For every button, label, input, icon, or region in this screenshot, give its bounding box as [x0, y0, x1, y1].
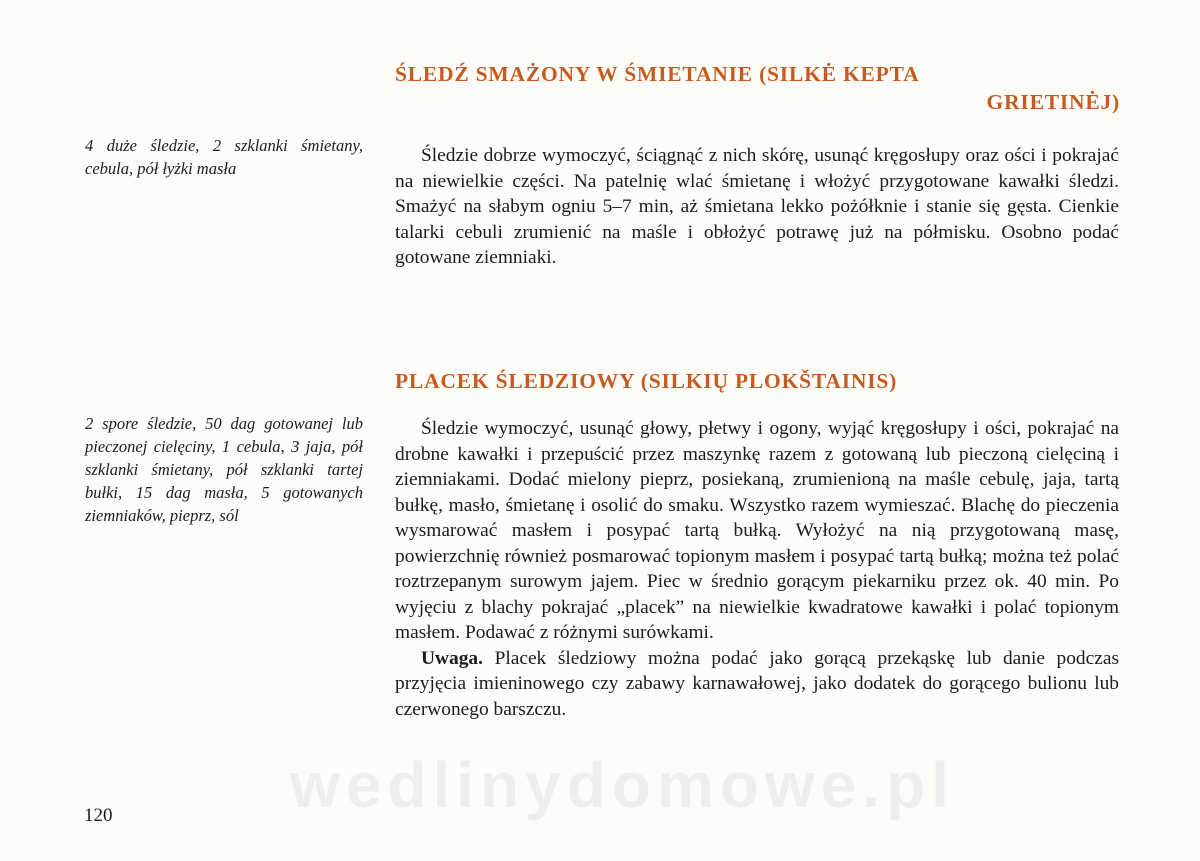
recipe-2-instructions	[395, 416, 1119, 722]
recipe-2-title: PLACEK ŚLEDZIOWY (SILKIŲ PLOKŠTAINIS)	[395, 369, 898, 393]
recipe-1-ingredients: 4 duże śledzie, 2 szklanki śmietany, cebula, pół łyżki masła	[85, 136, 363, 178]
recipe-1-title-line2: GRIETINĖJ)	[986, 90, 1120, 114]
recipe-2-note-label: Uwaga.	[421, 647, 483, 669]
recipe-1-title	[395, 60, 1120, 116]
recipe-2-note	[395, 646, 1119, 723]
recipe-2-note-text: Placek śledziowy można podać jako gorącą przekąskę lub danie podczas przyjęcia imieninowego czy zabawy karnawałowej, jako dodatek do gorącego bulionu lub czerwonego barszczu.	[395, 647, 1119, 720]
recipe-2-ingredients: 2 spore śledzie, 50 dag gotowanej lub pieczonej cielęciny, 1 cebula, 3 jaja, pół szklanki śmietany, pół szklanki tartej bułki, 15 dag masła, 5 gotowanych ziemniaków, pieprz, sól	[85, 414, 363, 525]
recipe-1-instructions	[395, 143, 1119, 271]
watermark: wedlinydomowe.pl	[290, 749, 955, 821]
recipe-2-instructions-text: Śledzie wymoczyć, usunąć głowy, płetwy i ogony, wyjąć kręgosłupy i ości, pokrajać na drobne kawałki i przepuścić przez maszynkę razem z gotowaną lub pieczoną cielęciną i ziemniakami. Dodać mielony pieprz, posiekaną, zrumienioną na maśle cebulę, jaja, tartą bułkę, masło, śmietanę i osolić do smaku. Wszystko razem wymieszać. Blachę do pieczenia wysmarować masłem i posypać tartą bułką. Wyłożyć na nią przygotowaną masę, powierzchnię również posmarować topionym masłem i posypać tartą bułką; można też polać roztrzepanym surowym jajem. Piec w średnio gorącym piekarniku przez ok. 40 min. Po wyjęciu z blachy pokrajać „placek” na niewielkie kwadratowe kawałki i polać topionym masłem. Podawać z różnymi surówkami.	[395, 418, 1119, 643]
recipe-1-title-line1: ŚLEDŹ SMAŻONY W ŚMIETANIE (SILKĖ KEPTA	[395, 62, 920, 86]
page-number: 120	[84, 805, 113, 826]
recipe-1-instructions-text: Śledzie dobrze wymoczyć, ściągnąć z nich skórę, usunąć kręgosłupy oraz ości i pokrajać na niewielkie części. Na patelnię wlać śmietanę i włożyć przygotowane kawałki śledzi. Smażyć na słabym ogniu 5–7 min, aż śmietana lekko pożółknie i stanie się gęsta. Cienkie talarki cebuli zrumienić na maśle i obłożyć potrawę już na półmisku. Osobno podać gotowane ziemniaki.	[395, 145, 1119, 268]
